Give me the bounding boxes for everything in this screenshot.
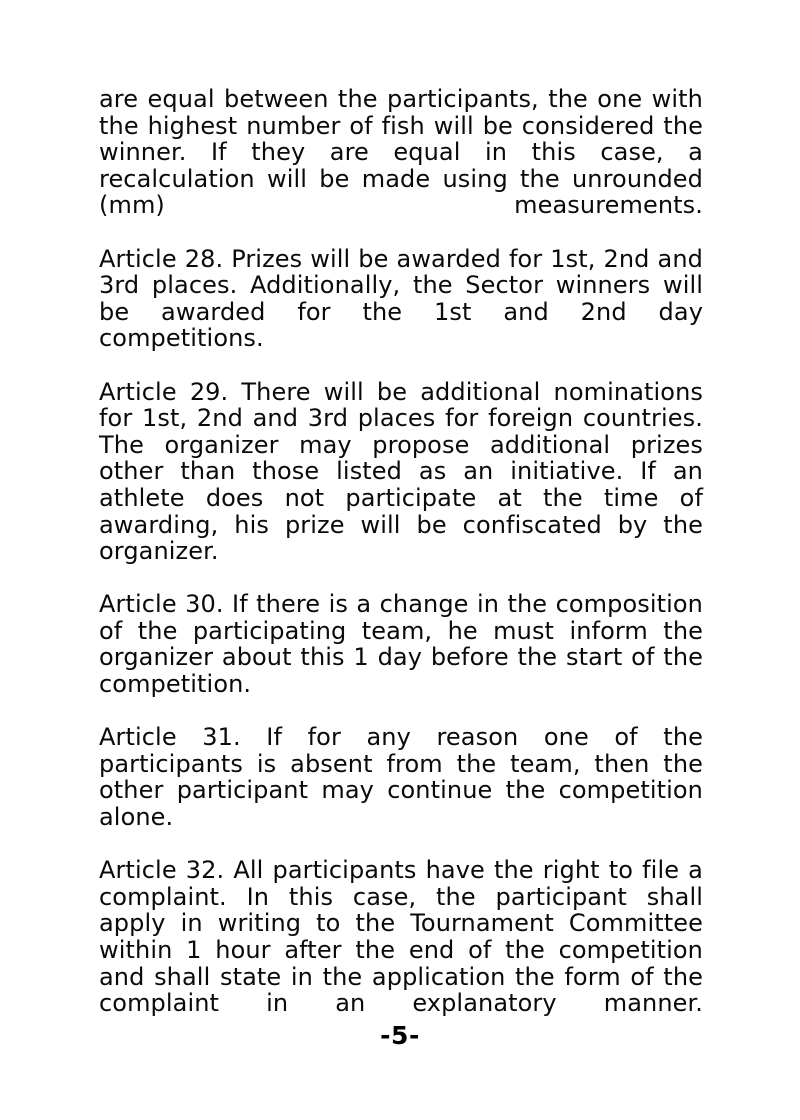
paragraph-article-28: Article 28. Prizes will be awarded for 1st, 2nd and 3rd places. Additionally, the Sector winners will be awarded for the 1st and 2nd day competitions. <box>99 244 703 353</box>
paragraph-continuation-article-27: are equal between the participants, the one with the highest number of fish will be considered the winner. If they are equal in this case, a recalculation will be made using the unrounded (mm) measurements. <box>99 85 703 220</box>
page-footer <box>0 1022 800 1050</box>
document-body-text <box>99 86 703 1043</box>
paragraph-article-30: Article 30. If there is a change in the composition of the participating team, he must inform the organizer about this 1 day before the start of the competition. <box>99 590 703 699</box>
paragraph-article-32: Article 32. All participants have the right to file a complaint. In this case, the participant shall apply in writing to the Tournament Committee within 1 hour after the end of the competition and shall state in the application the form of the complaint in an explanatory manner. <box>99 856 703 1018</box>
paragraph-article-31: Article 31. If for any reason one of the participants is absent from the team, then the other participant may continue the competition alone. <box>99 723 703 832</box>
paragraph-article-29: Article 29. There will be additional nominations for 1st, 2nd and 3rd places for foreign countries. The organizer may propose additional prizes other than those listed as an initiative. If an athlete does not participate at the time of awarding, his prize will be confiscated by the organizer. <box>99 377 703 566</box>
page-number: -5- <box>380 1021 420 1050</box>
